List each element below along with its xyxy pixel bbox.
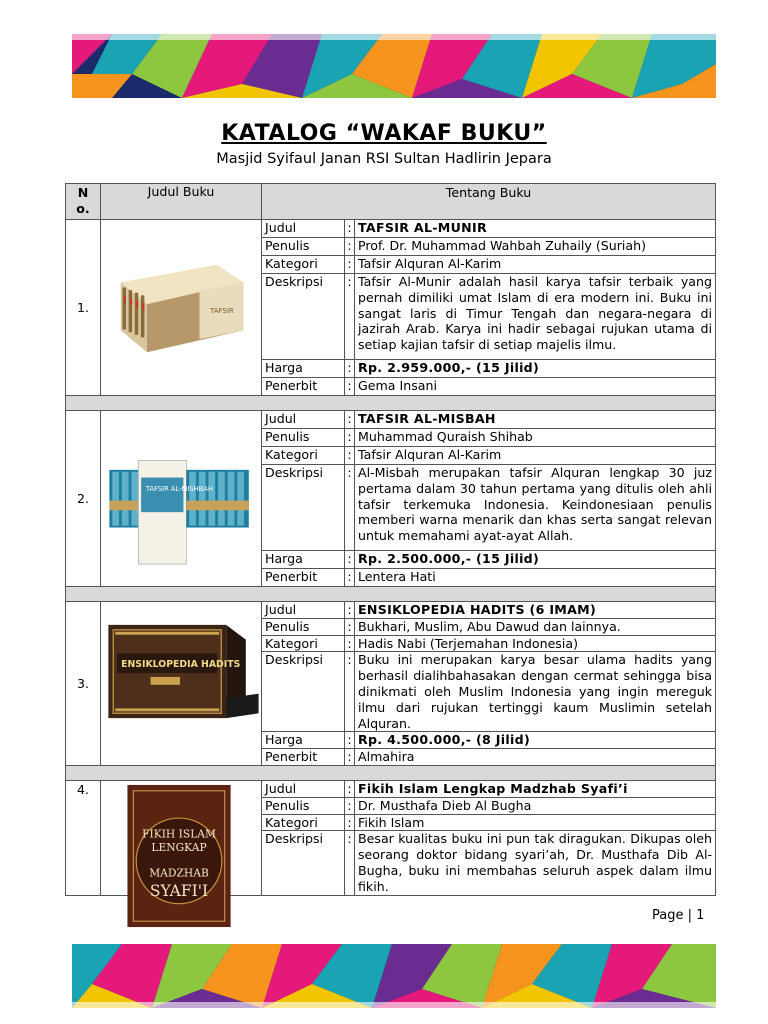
book-title: TAFSIR AL-MISBAH <box>355 411 716 429</box>
label-penulis: Penulis <box>262 429 345 447</box>
label-harga: Harga <box>262 359 345 377</box>
book-author: Prof. Dr. Muhammad Wahbah Zuhaily (Suriah) <box>355 238 716 256</box>
label-judul: Judul <box>262 220 345 238</box>
book-description: Besar kualitas buku ini pun tak diragukan. Dikupas oleh seorang doktor bidang syari’ah, Dr. Musthafa Dib Al-Bugha, buku ini membahas seluruh aspek dalam ilmu fikih. <box>355 831 716 895</box>
label-harga: Harga <box>262 550 345 568</box>
label-deskripsi: Deskripsi <box>262 652 345 732</box>
label-judul: Judul <box>262 411 345 429</box>
book-price: Rp. 2.500.000,- (15 Jilid) <box>355 550 716 568</box>
label-kategori: Kategori <box>262 256 345 274</box>
cover-title-text: TAFSIR AL-MISHBAH <box>145 485 213 493</box>
book-title: Fikih Islam Lengkap Madzhab Syafi’i <box>355 780 716 797</box>
book-description: Buku ini merupakan karya besar ulama hadits yang berhasil dialihbahasakan dengan cermat sehingga bisa dinikmati oleh Muslim Indonesia yang ingin mereguk ilmu dari rujukan tertinggi kaum Muslimin setelah Alquran. <box>355 652 716 732</box>
book-cover-cell <box>101 220 262 396</box>
book-cover-cell <box>101 411 262 587</box>
row-separator <box>66 765 716 780</box>
decorative-banner-bottom <box>72 944 716 1008</box>
book-author: Dr. Musthafa Dieb Al Bugha <box>355 797 716 814</box>
book-description: Al-Misbah merupakan tafsir Alquran lengkap 30 juz pertama dalam 30 tahun pertama yang ditulis oleh ahli tafsir terkemuka Indonesia. Keindonesiaan penulis memberi warna menarik dan khas serta sangat relevan untuk memahami ayat-ayat Allah. <box>355 465 716 551</box>
book-row-4: 4. FIKIH ISLAM LENGKAP MADZHAB SYAFI'I Judul : Fikih Islam Lengkap Madzhab Syafi’i <box>66 780 716 797</box>
book-cover-image <box>101 602 261 762</box>
book-set-illustration <box>109 441 254 566</box>
book-category: Tafsir Alquran Al-Karim <box>355 256 716 274</box>
book-number: 2. <box>66 411 101 587</box>
cover-line-3: MADZHAB <box>149 866 209 880</box>
row-separator <box>66 396 716 411</box>
book-publisher: Gema Insani <box>355 377 716 395</box>
header-tentang-buku: Tentang Buku <box>262 184 716 220</box>
label-kategori: Kategori <box>262 447 345 465</box>
book-cover-illustration <box>125 783 235 929</box>
book-category: Fikih Islam <box>355 814 716 831</box>
cover-line-2: LENGKAP <box>151 841 207 855</box>
label-judul: Judul <box>262 602 345 619</box>
label-penulis: Penulis <box>262 238 345 256</box>
page-number: Page | 1 <box>652 908 705 923</box>
book-row-2: 2. TAFSIR AL-MISHBAH Judul : TAFSIR AL-MISBAH <box>66 411 716 429</box>
cover-title-text: ENSIKLOPEDIA HADITS <box>121 659 241 671</box>
book-publisher: Lentera Hati <box>355 568 716 586</box>
catalog-table: N o. Judul Buku Tentang Buku 1. TAFSIR Judul : TAFSIR AL-MUNIR Penulis : Prof. Dr. Muhammad Wahbah Zuhaily (Suriah) Kategori : Tafsir Alquran Al-Karim Deskripsi : Tafsir Al-Munir adalah hasil karya tafsir terbaik yang pernah dimiliki umat Islam di era modern ini. Buku ini sangat laris di Timur Tengah dan negara-negara di jazirah Arab. Karya ini hadir sebagai rujukan utama di setiap kajian tafsir di setiap majelis ilmu. Harga : Rp. 2.959.000,- (15 Jilid) Penerbit : Gema Insani 2. TAFSIR AL-MISHBAH Judul : TAFSIR AL-MISBAH Penulis : Muhammad Quraish Shihab Kategori : Tafsir Alquran Al-Karim Deskripsi : Al-Misbah merupakan tafsir Alquran lengkap 30 juz pertama dalam 30 tahun pertama yang ditulis oleh ahli tafsir terkemuka Indonesia. Keindonesiaan penulis memberi warna menarik dan khas serta sangat relevan untuk memahami ayat-ayat Allah. Harga : Rp. 2.500.000,- (15 Jilid) Penerbit : Lentera Hati 3. ENSIKLOPEDIA HADITS Judul : ENSIKLOPEDIA HADITS (6 IMAM) Penulis : Bukhari, Muslim, Abu Dawud dan lainnya. Kategori : Hadis Nabi (Terjemahan Indonesia) Deskripsi : Buku ini merupakan karya besar ulama hadits yang berhasil dialihbahasakan dengan cermat sehingga bisa dinikmati oleh Muslim Indonesia yang ingin mereguk ilmu dari rujukan tertinggi kaum Muslimin setelah Alquran. Harga : Rp. 4.500.000,- (8 Jilid) Penerbit : Almahira 4. FIKIH ISLAM LENGKAP MADZHAB SYAFI'I Judul : Fikih Islam Lengkap Madzhab Syafi’i Penulis : Dr. Musthafa Dieb Al Bugha Kategori : Fikih Islam Deskripsi : Besar kualitas buku ini pun tak diragukan. Dikupas oleh seorang doktor bidang syari’ah, Dr. Musthafa Dib Al-Bugha, buku ini membahas seluruh aspek dalam ilmu fikih. <box>65 183 716 896</box>
header-no: N o. <box>66 184 101 220</box>
row-separator <box>66 587 716 602</box>
label-deskripsi: Deskripsi <box>262 831 345 895</box>
label-deskripsi: Deskripsi <box>262 274 345 360</box>
page-title: KATALOG “WAKAF BUKU” <box>221 121 547 146</box>
label-penerbit: Penerbit <box>262 377 345 395</box>
book-price: Rp. 4.500.000,- (8 Jilid) <box>355 732 716 749</box>
book-cover-cell <box>101 780 262 900</box>
label-harga: Harga <box>262 732 345 749</box>
label-kategori: Kategori <box>262 814 345 831</box>
book-number: 3. <box>66 602 101 766</box>
header-judul-buku: Judul Buku <box>101 184 262 220</box>
book-category: Tafsir Alquran Al-Karim <box>355 447 716 465</box>
label-penerbit: Penerbit <box>262 568 345 586</box>
book-author: Muhammad Quraish Shihab <box>355 429 716 447</box>
book-title: ENSIKLOPEDIA HADITS (6 IMAM) <box>355 602 716 619</box>
book-description: Tafsir Al-Munir adalah hasil karya tafsir terbaik yang pernah dimiliki umat Islam di era modern ini. Buku ini sangat laris di Timur Tengah dan negara-negara di jazirah Arab. Karya ini hadir sebagai rujukan utama di setiap kajian tafsir di setiap majelis ilmu. <box>355 274 716 360</box>
book-cover-cell <box>101 602 262 766</box>
book-row-3: 3. ENSIKLOPEDIA HADITS Judul : ENSIKLOPEDIA HADITS (6 IMAM) <box>66 602 716 619</box>
book-set-illustration <box>107 256 257 361</box>
label-judul: Judul <box>262 780 345 797</box>
page-subtitle: Masjid Syifaul Janan RSI Sultan Hadlirin Jepara <box>216 151 552 167</box>
label-deskripsi: Deskripsi <box>262 465 345 551</box>
book-row-1: 1. TAFSIR Judul : TAFSIR AL-MUNIR <box>66 220 716 238</box>
book-set-illustration <box>103 620 261 728</box>
book-author: Bukhari, Muslim, Abu Dawud dan lainnya. <box>355 618 716 635</box>
label-penerbit: Penerbit <box>262 749 345 766</box>
decorative-banner-top <box>72 34 716 98</box>
book-number: 1. <box>66 220 101 396</box>
book-cover-image <box>101 411 261 586</box>
book-cover-image <box>101 781 261 900</box>
book-cover-image <box>101 220 261 395</box>
cover-line-4: SYAFI'I <box>149 881 209 900</box>
label-penulis: Penulis <box>262 797 345 814</box>
cover-line-1: FIKIH ISLAM <box>142 827 216 841</box>
book-price: Rp. 2.959.000,- (15 Jilid) <box>355 359 716 377</box>
book-title: TAFSIR AL-MUNIR <box>355 220 716 238</box>
label-penulis: Penulis <box>262 618 345 635</box>
svg-text:TAFSIR: TAFSIR <box>210 306 234 315</box>
book-number: 4. <box>66 780 101 895</box>
book-category: Hadis Nabi (Terjemahan Indonesia) <box>355 635 716 652</box>
label-kategori: Kategori <box>262 635 345 652</box>
book-publisher: Almahira <box>355 749 716 766</box>
